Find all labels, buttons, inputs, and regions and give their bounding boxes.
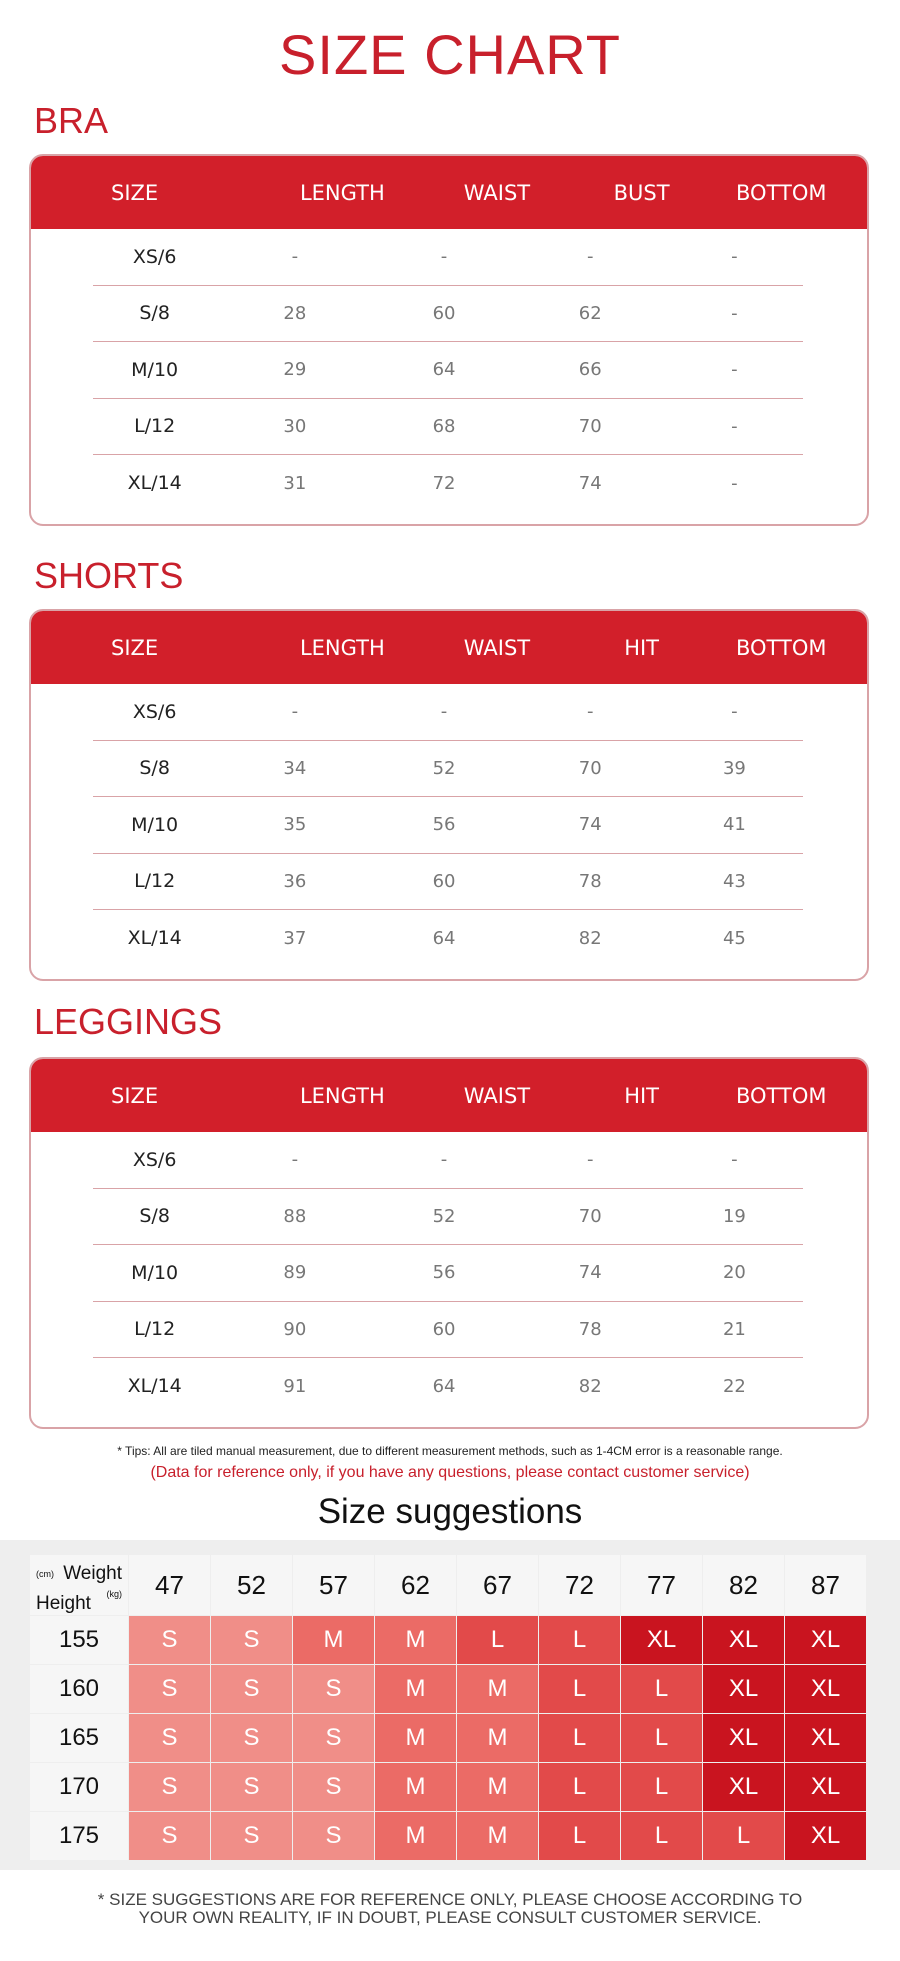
size-cell: S/8 xyxy=(139,757,170,780)
height-cell: 155 xyxy=(30,1616,128,1664)
kg-unit: (kg) xyxy=(106,1589,122,1599)
weight-cell: 82 xyxy=(703,1555,784,1615)
measurement-cell: - xyxy=(586,701,594,723)
size-suggestion-cell: M xyxy=(457,1763,538,1811)
table-row xyxy=(93,455,803,512)
size-suggestions-title: Size suggestions xyxy=(317,1492,583,1531)
size-cell: M/10 xyxy=(131,813,179,836)
measurement-cell: 35 xyxy=(283,814,307,836)
size-suggestion-cell: XL xyxy=(785,1812,866,1860)
height-row xyxy=(30,1616,867,1665)
size-suggestion-cell: M xyxy=(457,1714,538,1762)
size-suggestion-cell: S xyxy=(211,1812,292,1860)
header-cell: BOTTOM xyxy=(735,180,827,205)
size-suggestion-cell: L xyxy=(621,1665,702,1713)
height-label: Height xyxy=(36,1593,91,1614)
measurement-cell: 78 xyxy=(578,870,602,892)
size-suggestion-cell: M xyxy=(457,1665,538,1713)
size-suggestion-cell: XL xyxy=(785,1714,866,1762)
height-cell: 165 xyxy=(30,1714,128,1762)
table-body xyxy=(31,684,867,967)
size-suggestion-cell: XL xyxy=(785,1763,866,1811)
measurement-cell: 74 xyxy=(578,1262,602,1284)
height-cell: 175 xyxy=(30,1812,128,1860)
size-suggestion-cell: S xyxy=(129,1665,210,1713)
size-suggestion-cell: XL xyxy=(703,1616,784,1664)
leggings-table xyxy=(29,1057,869,1429)
size-cell: XS/6 xyxy=(132,700,177,723)
measurement-cell: 64 xyxy=(432,359,456,381)
size-suggestion-grid xyxy=(30,1555,867,1861)
weight-cell: 72 xyxy=(539,1555,620,1615)
size-suggestion-cell: M xyxy=(457,1812,538,1860)
measurement-cell: 82 xyxy=(578,927,602,949)
measurement-cell: 41 xyxy=(722,814,746,836)
weight-cell: 67 xyxy=(457,1555,538,1615)
measurement-cell: - xyxy=(731,701,738,723)
size-suggestion-cell: S xyxy=(129,1812,210,1860)
header-cell: HIT xyxy=(624,635,659,660)
size-suggestion-cell: M xyxy=(375,1763,456,1811)
measurement-cell: - xyxy=(731,246,738,268)
table-row xyxy=(93,684,803,741)
header-cell: LENGTH xyxy=(299,635,385,660)
height-cell: 170 xyxy=(30,1763,128,1811)
page-title: SIZE CHART xyxy=(279,23,621,86)
size-suggestion-cell: XL xyxy=(703,1714,784,1762)
size-suggestion-cell: S xyxy=(293,1763,374,1811)
measurement-cell: - xyxy=(731,359,738,381)
size-suggestion-cell: L xyxy=(539,1812,620,1860)
size-suggestion-cell: XL xyxy=(621,1616,702,1664)
weight-label: Weight xyxy=(63,1563,122,1584)
size-cell: L/12 xyxy=(134,1318,176,1341)
size-suggestion-cell: M xyxy=(375,1665,456,1713)
measurement-cell: 45 xyxy=(722,927,746,949)
bra-table xyxy=(29,154,869,526)
size-suggestion-cell: L xyxy=(539,1714,620,1762)
measurement-cell: - xyxy=(440,1149,448,1171)
measurement-cell: 43 xyxy=(722,870,746,892)
table-body xyxy=(31,1132,867,1415)
header-cell: WAIST xyxy=(463,180,531,205)
measurement-cell: 72 xyxy=(432,472,456,494)
measurement-cell: 19 xyxy=(722,1205,746,1227)
table-row xyxy=(93,1189,803,1246)
table-row xyxy=(93,342,803,399)
table-header xyxy=(31,1059,867,1132)
header-cell: LENGTH xyxy=(299,1083,385,1108)
weight-cell: 62 xyxy=(375,1555,456,1615)
section-title-bra: BRA xyxy=(34,100,109,141)
measurement-cell: 56 xyxy=(432,814,456,836)
table-row xyxy=(93,1245,803,1302)
size-suggestion-cell: S xyxy=(293,1665,374,1713)
measurement-cell: 90 xyxy=(283,1318,307,1340)
size-suggestion-cell: S xyxy=(211,1763,292,1811)
measurement-cell: - xyxy=(291,246,299,268)
measurement-cell: - xyxy=(731,415,738,437)
height-row xyxy=(30,1763,867,1812)
measurement-cell: 64 xyxy=(432,1375,456,1397)
size-suggestion-cell: S xyxy=(211,1665,292,1713)
header-cell: WAIST xyxy=(463,1083,531,1108)
size-suggestion-cell: L xyxy=(539,1665,620,1713)
axis-corner xyxy=(30,1555,128,1615)
size-cell: M/10 xyxy=(131,1261,179,1284)
section-title-shorts: SHORTS xyxy=(34,555,184,596)
measurement-cell: 31 xyxy=(283,472,307,494)
size-suggestion-cell: XL xyxy=(785,1665,866,1713)
reference-note: (Data for reference only, if you have any questions, please contact customer service) xyxy=(150,1464,750,1481)
size-suggestion-cell: S xyxy=(293,1714,374,1762)
cm-unit: (cm) xyxy=(36,1569,54,1579)
weight-cell: 47 xyxy=(129,1555,210,1615)
size-cell: XS/6 xyxy=(132,245,177,268)
size-suggestion-cell: S xyxy=(129,1616,210,1664)
header-cell: WAIST xyxy=(463,635,531,660)
measurement-cell: 22 xyxy=(722,1375,746,1397)
table-row xyxy=(93,286,803,343)
measurement-cell: 68 xyxy=(432,415,456,437)
measurement-cell: 70 xyxy=(578,1205,602,1227)
measurement-cell: - xyxy=(586,1149,594,1171)
disclaimer-line: YOUR OWN REALITY, IF IN DOUBT, PLEASE CONSULT CUSTOMER SERVICE. xyxy=(138,1908,762,1927)
measurement-cell: 62 xyxy=(578,302,602,324)
measurement-cell: 34 xyxy=(283,757,307,779)
size-suggestion-cell: M xyxy=(375,1616,456,1664)
size-cell: XL/14 xyxy=(127,1375,182,1398)
header-cell: SIZE xyxy=(111,635,159,660)
measurement-cell: 82 xyxy=(578,1375,602,1397)
header-cell: LENGTH xyxy=(299,180,385,205)
measurement-cell: 78 xyxy=(578,1318,602,1340)
measurement-cell: 66 xyxy=(578,359,602,381)
measurement-cell: - xyxy=(291,1149,299,1171)
measurement-cell: 74 xyxy=(578,814,602,836)
measurement-cell: - xyxy=(731,302,738,324)
size-suggestion-cell: M xyxy=(375,1812,456,1860)
table-row xyxy=(93,1358,803,1415)
measurement-cell: 28 xyxy=(283,302,307,324)
height-row xyxy=(30,1665,867,1714)
size-cell: L/12 xyxy=(134,415,176,438)
size-suggestion-cell: S xyxy=(211,1714,292,1762)
measurement-cell: - xyxy=(291,701,299,723)
tips-text: * Tips: All are tiled manual measurement, due to different measurement methods, such as 1-4CM error is a reasonable range. xyxy=(117,1444,783,1458)
table-row xyxy=(93,854,803,911)
measurement-cell: - xyxy=(731,1149,738,1171)
table-row xyxy=(93,797,803,854)
measurement-cell: - xyxy=(586,246,594,268)
measurement-cell: 91 xyxy=(283,1375,307,1397)
size-cell: M/10 xyxy=(131,358,179,381)
measurement-cell: 89 xyxy=(283,1262,307,1284)
measurement-cell: 36 xyxy=(283,870,307,892)
measurement-cell: - xyxy=(440,246,448,268)
measurement-cell: 37 xyxy=(283,927,307,949)
weight-cell: 57 xyxy=(293,1555,374,1615)
measurement-cell: - xyxy=(731,472,738,494)
header-cell: BUST xyxy=(613,180,670,205)
table-body xyxy=(31,229,867,512)
weight-cell: 77 xyxy=(621,1555,702,1615)
table-row xyxy=(93,1302,803,1359)
measurement-cell: 64 xyxy=(432,927,456,949)
weight-header-row xyxy=(30,1555,867,1616)
measurement-cell: 21 xyxy=(722,1318,746,1340)
measurement-cell: - xyxy=(440,701,448,723)
measurement-cell: 39 xyxy=(722,757,746,779)
size-suggestion-cell: L xyxy=(621,1812,702,1860)
header-cell: HIT xyxy=(624,1083,659,1108)
header-cell: BOTTOM xyxy=(735,1083,827,1108)
size-suggestion-cell: L xyxy=(621,1714,702,1762)
size-suggestion-cell: M xyxy=(293,1616,374,1664)
table-header xyxy=(31,156,867,229)
measurement-cell: 20 xyxy=(722,1262,746,1284)
header-cell: SIZE xyxy=(111,1083,159,1108)
size-suggestion-cell: XL xyxy=(785,1616,866,1664)
weight-cell: 52 xyxy=(211,1555,292,1615)
measurement-cell: 70 xyxy=(578,757,602,779)
height-row xyxy=(30,1812,867,1861)
size-cell: S/8 xyxy=(139,1205,170,1228)
size-cell: S/8 xyxy=(139,302,170,325)
size-suggestion-cell: XL xyxy=(703,1665,784,1713)
disclaimer-line: * SIZE SUGGESTIONS ARE FOR REFERENCE ONLY, PLEASE CHOOSE ACCORDING TO xyxy=(97,1890,803,1909)
measurement-cell: 70 xyxy=(578,415,602,437)
size-suggestion-panel xyxy=(0,1540,900,1870)
measurement-cell: 60 xyxy=(432,870,456,892)
table-row xyxy=(93,1132,803,1189)
table-row xyxy=(93,399,803,456)
header-cell: BOTTOM xyxy=(735,635,827,660)
table-row xyxy=(93,229,803,286)
size-cell: L/12 xyxy=(134,870,176,893)
measurement-cell: 52 xyxy=(432,757,456,779)
size-suggestion-cell: S xyxy=(129,1714,210,1762)
size-suggestion-cell: L xyxy=(621,1763,702,1811)
size-suggestion-cell: S xyxy=(129,1763,210,1811)
size-cell: XL/14 xyxy=(127,472,182,495)
size-suggestion-cell: L xyxy=(539,1763,620,1811)
measurement-cell: 74 xyxy=(578,472,602,494)
header-cell: SIZE xyxy=(111,180,159,205)
size-suggestion-cell: L xyxy=(457,1616,538,1664)
measurement-cell: 56 xyxy=(432,1262,456,1284)
size-suggestion-cell: L xyxy=(703,1812,784,1860)
shorts-table xyxy=(29,609,869,981)
size-suggestion-cell: S xyxy=(293,1812,374,1860)
disclaimer xyxy=(0,1891,900,1927)
measurement-cell: 60 xyxy=(432,1318,456,1340)
size-suggestion-cell: M xyxy=(375,1714,456,1762)
size-cell: XS/6 xyxy=(132,1148,177,1171)
height-cell: 160 xyxy=(30,1665,128,1713)
size-cell: XL/14 xyxy=(127,927,182,950)
size-suggestion-cell: L xyxy=(539,1616,620,1664)
table-row xyxy=(93,741,803,798)
measurement-cell: 88 xyxy=(283,1205,307,1227)
measurement-cell: 60 xyxy=(432,302,456,324)
table-row xyxy=(93,910,803,967)
size-suggestion-cell: S xyxy=(211,1616,292,1664)
section-title-leggings: LEGGINGS xyxy=(34,1001,223,1042)
table-header xyxy=(31,611,867,684)
measurement-cell: 29 xyxy=(283,359,307,381)
measurement-cell: 52 xyxy=(432,1205,456,1227)
height-row xyxy=(30,1714,867,1763)
size-suggestion-cell: XL xyxy=(703,1763,784,1811)
weight-cell: 87 xyxy=(785,1555,866,1615)
measurement-cell: 30 xyxy=(283,415,307,437)
